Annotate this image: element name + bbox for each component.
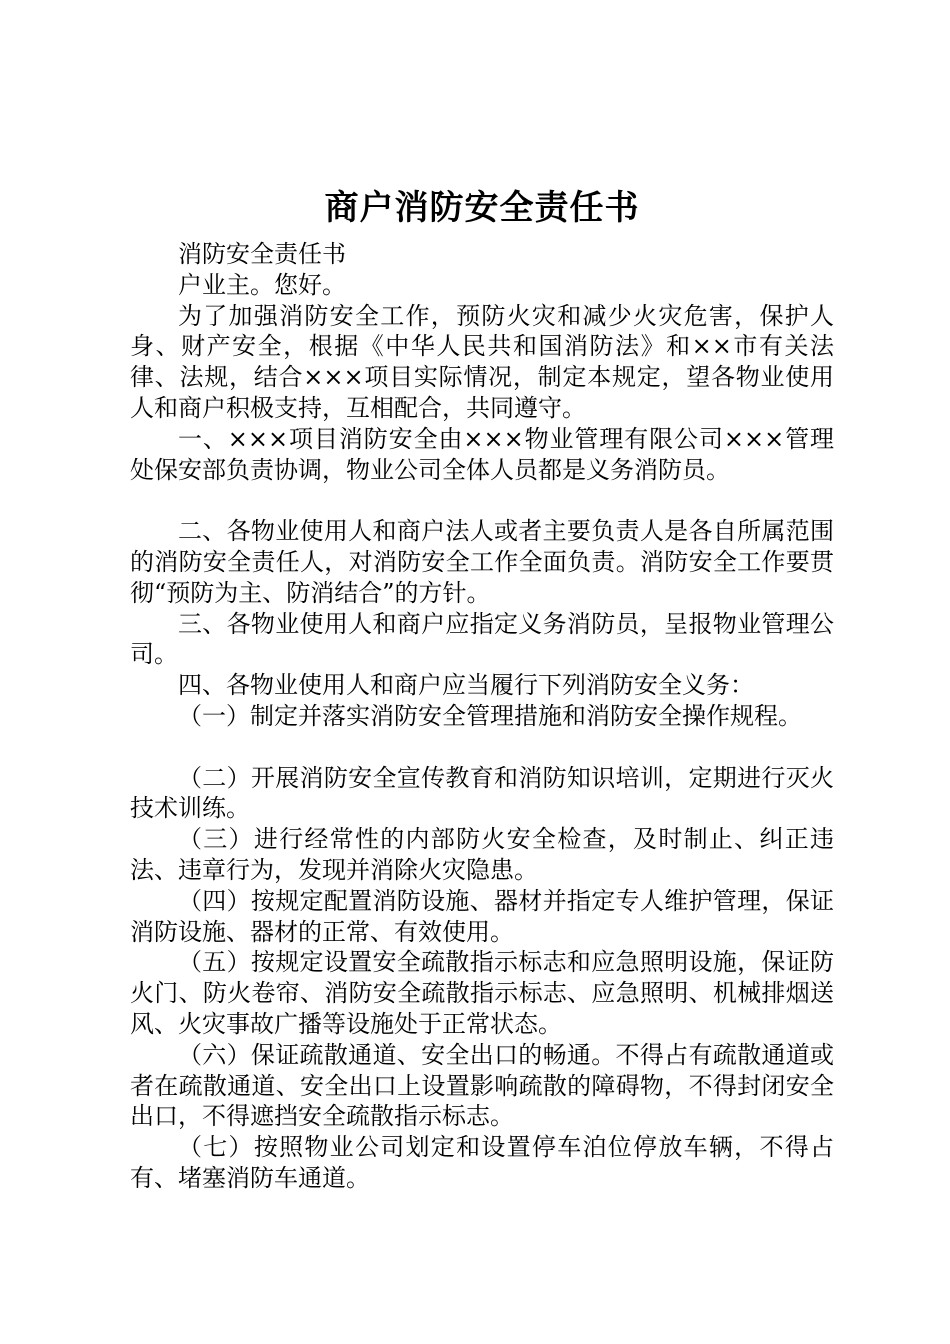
- paragraph-article-4: 四、各物业使用人和商户应当履行下列消防安全义务：: [178, 671, 754, 700]
- paragraph-item-6: （六）保证疏散通道、安全出口的畅通。不得占有疏散通道或者在疏散通道、安全出口上设置影响疏散的障碍物，不得封闭安全出口，不得遮挡安全疏散指示标志。: [130, 1040, 834, 1131]
- paragraph-subtitle: 消防安全责任书: [178, 240, 346, 268]
- paragraph-item-7: （七）按照物业公司划定和设置停车泊位停放车辆，不得占有、堵塞消防车通道。: [130, 1133, 834, 1192]
- paragraph-intro: 为了加强消防安全工作，预防火灾和减少火灾危害，保护人身、财产安全，根据《中华人民共和国消防法》和××市有关法律、法规，结合×××项目实际情况，制定本规定，望各物业使用人和商户积极支持，互相配合，共同遵守。: [130, 301, 834, 422]
- document-title: 商户消防安全责任书: [324, 188, 640, 228]
- paragraph-article-2: 二、各物业使用人和商户法人或者主要负责人是各自所属范围的消防安全责任人，对消防安全工作全面负责。消防安全工作要贯彻“预防为主、防消结合”的方针。: [130, 517, 834, 607]
- paragraph-greeting: 户业主。您好。: [178, 270, 346, 299]
- paragraph-item-5: （五）按规定设置安全疏散指示标志和应急照明设施，保证防火门、防火卷帘、消防安全疏散指示标志、应急照明、机械排烟送风、火灾事故广播等设施处于正常状态。: [130, 948, 834, 1038]
- paragraph-spacer: [130, 485, 834, 516]
- paragraph-article-3: 三、各物业使用人和商户应指定义务消防员，呈报物业管理公司。: [130, 609, 834, 669]
- paragraph-item-2: （二）开展消防安全宣传教育和消防知识培训，定期进行灭火技术训练。: [130, 763, 834, 823]
- paragraph-article-1: 一、×××项目消防安全由×××物业管理有限公司×××管理处保安部负责协调，物业公司全体人员都是义务消防员。: [130, 424, 834, 484]
- paragraph-item-1: （一）制定并落实消防安全管理措施和消防安全操作规程。: [178, 701, 802, 730]
- document-page: [130, 183, 834, 1194]
- paragraph-item-4: （四）按规定配置消防设施、器材并指定专人维护管理，保证消防设施、器材的正常、有效使用。: [130, 886, 834, 946]
- paragraph-spacer: [130, 732, 834, 763]
- paragraph-item-3: （三）进行经常性的内部防火安全检查，及时制止、纠正违法、违章行为，发现并消除火灾隐患。: [130, 825, 834, 884]
